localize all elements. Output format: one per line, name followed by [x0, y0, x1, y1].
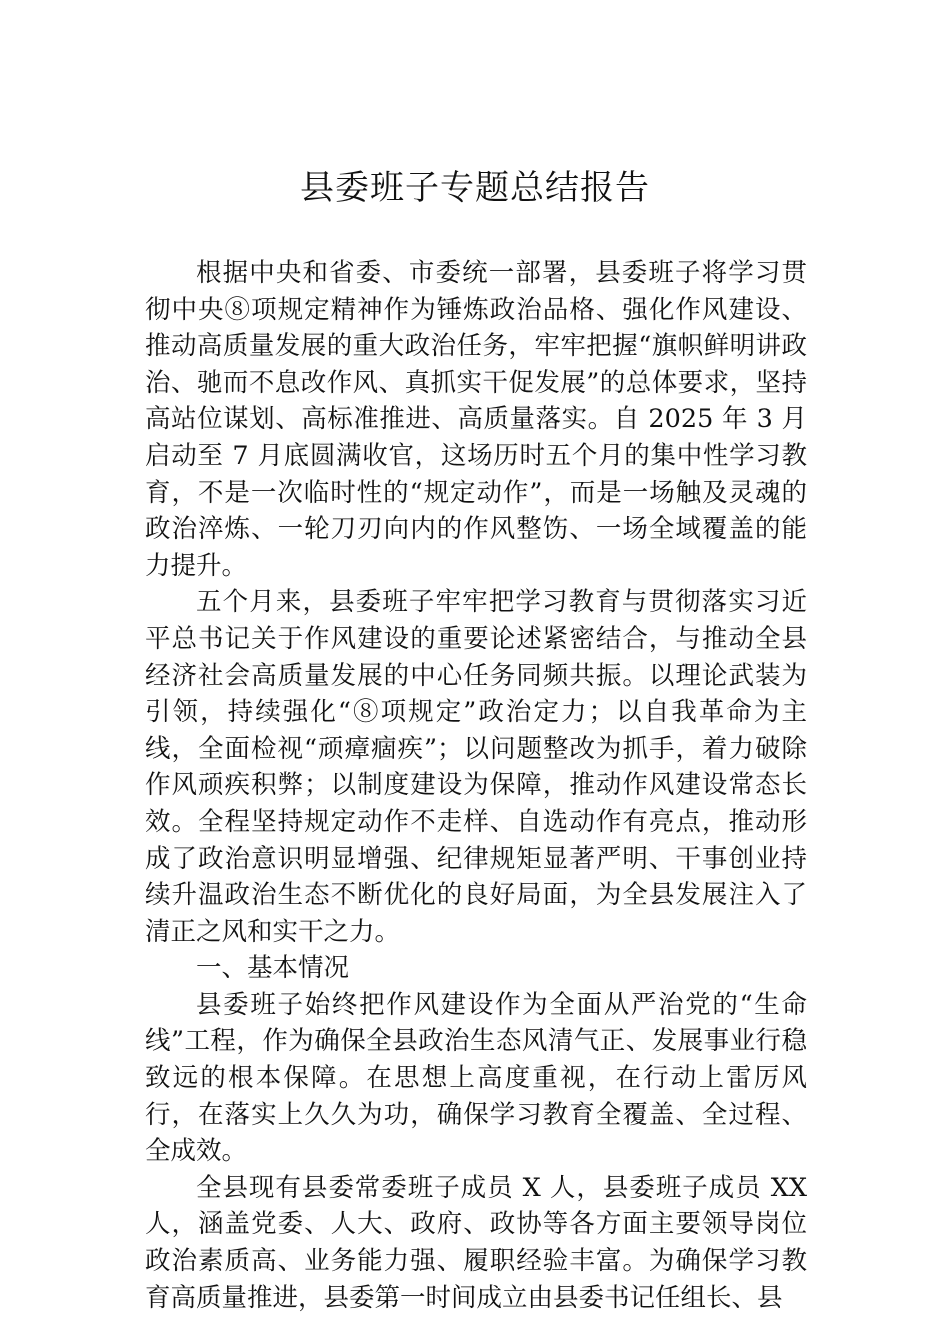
section-heading-basic-situation: 一、基本情况 — [196, 953, 350, 984]
paragraph-members: 全县现有县委常委班子成员 X 人，县委班子成员 XX 人，涵盖党委、人大、政府、政协等各方面主要领导岗位政治素质高、业务能力强、履职经验丰富。为确保学习教育高质量推进，县委第一时间成立由县委书记任组长、县 — [145, 1172, 807, 1313]
paragraph-basic-situation: 县委班子始终把作风建设作为全面从严治党的“生命线”工程，作为确保全县政治生态风清气正、发展事业行稳致远的根本保障。在思想上高度重视，在行动上雷厉风行，在落实上久久为功，确保学习教育全覆盖、全过程、全成效。 — [145, 989, 807, 1167]
document-body — [145, 255, 807, 1316]
paragraph-intro: 根据中央和省委、市委统一部署，县委班子将学习贯彻中央⑧项规定精神作为锤炼政治品格、强化作风建设、推动高质量发展的重大政治任务，牢牢把握“旗帜鲜明讲政治、驰而不息改作风、真抓实干促发展”的总体要求，坚持高站位谋划、高标准推进、高质量落实。自 2025 年 3 月启动至 7 月底圆满收官，这场历时五个月的集中性学习教育，不是一次临时性的“规定动作”，而是一场触及灵魂的政治淬炼、一轮刀刃向内的作风整饬、一场全域覆盖的能力提升。 — [145, 258, 807, 581]
paragraph-summary: 五个月来，县委班子牢牢把学习教育与贯彻落实习近平总书记关于作风建设的重要论述紧密结合，与推动全县经济社会高质量发展的中心任务同频共振。以理论武装为引领，持续强化“⑧项规定”政治定力；以自我革命为主线，全面检视“顽瘴痼疾”；以问题整改为抓手，着力破除作风顽疾积弊；以制度建设为保障，推动作风建设常态长效。全程坚持规定动作不走样、自选动作有亮点，推动形成了政治意识明显增强、纪律规矩显著严明、干事创业持续升温政治生态不断优化的良好局面，为全县发展注入了清正之风和实干之力。 — [145, 587, 807, 947]
document-title: 县委班子专题总结报告 — [300, 168, 650, 208]
